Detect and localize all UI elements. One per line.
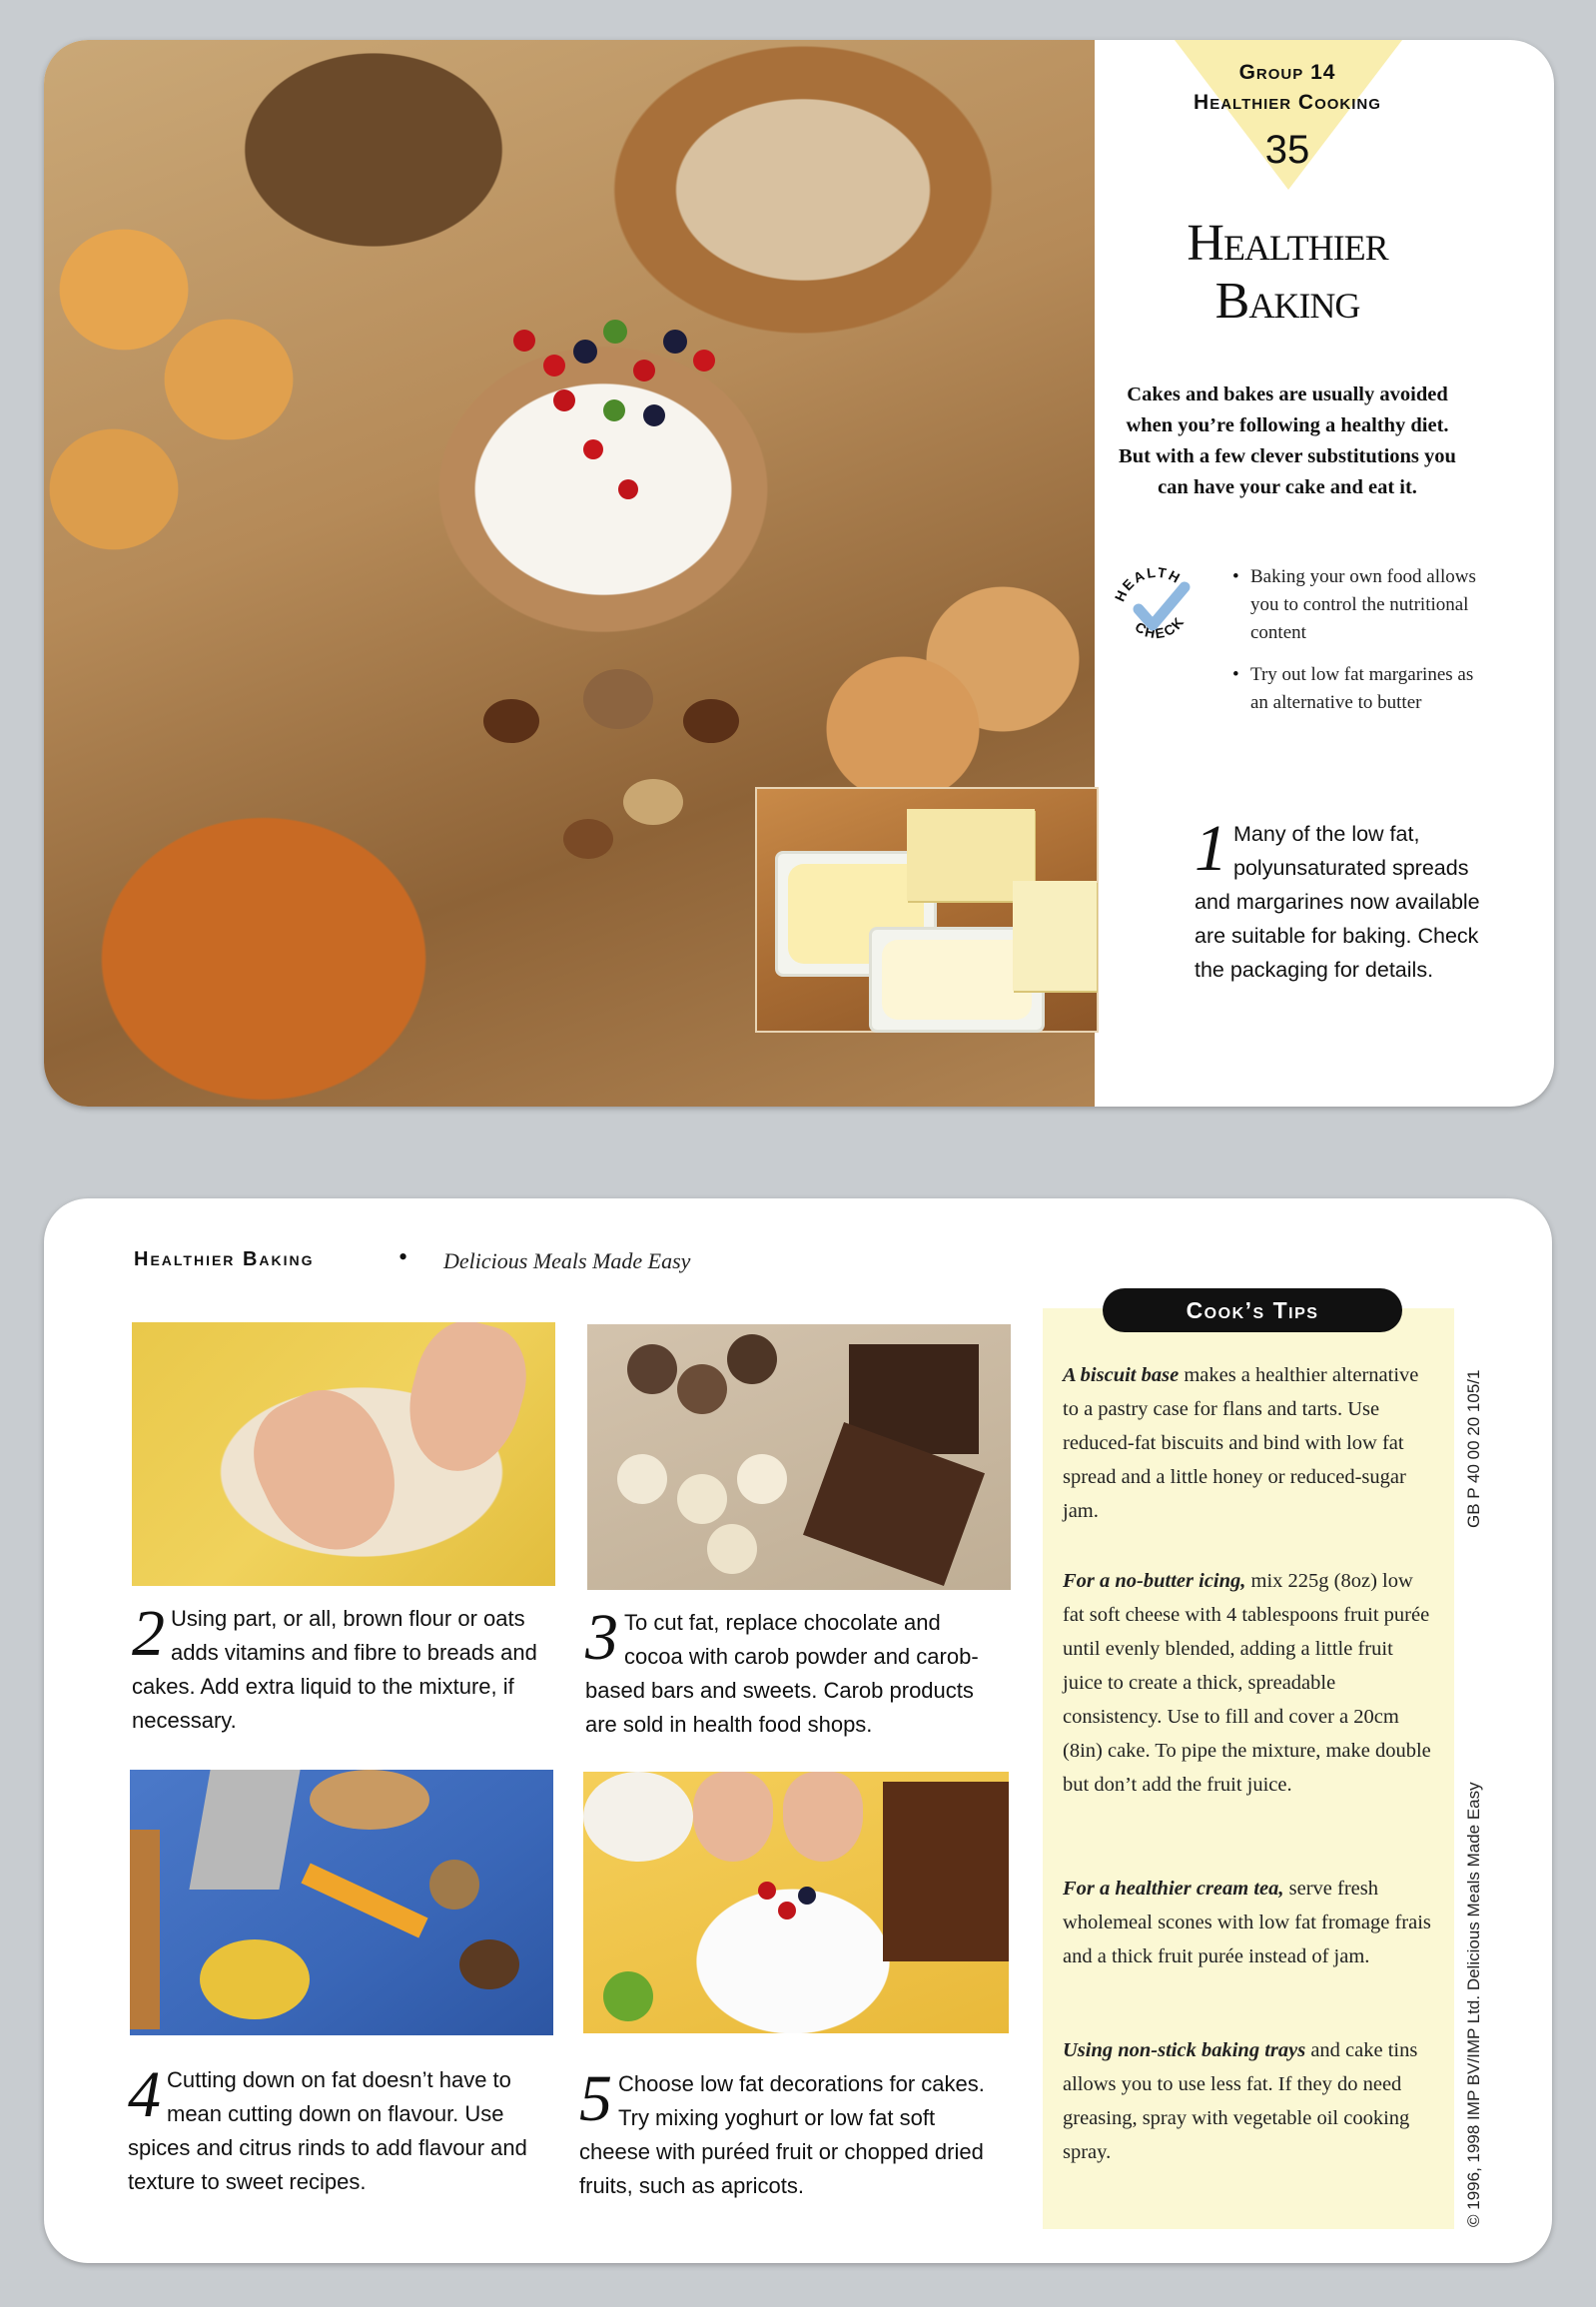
hand <box>693 1772 773 1862</box>
intro-text: Cakes and bakes are usually avoided when you’re following a healthy diet. But with a few clever substitutions you can have your cake and eat it. <box>1119 384 1456 498</box>
step-1 <box>1195 812 1494 987</box>
front-card <box>44 40 1554 1107</box>
butter-block <box>1013 881 1097 991</box>
step-text: To cut fat, replace chocolate and cocoa with carob powder and carob-based bars and sweets. Carob products are sold in health food shops. <box>585 1610 979 1737</box>
spices-photo <box>130 1770 553 2035</box>
berry <box>633 360 655 382</box>
nut <box>683 699 739 743</box>
card-title <box>1123 215 1452 331</box>
header-title: Healthier Baking <box>134 1248 315 1270</box>
step-text: Many of the low fat, polyunsaturated spreads and margarines now available are suitable for baking. Check the packaging for details. <box>1195 822 1480 982</box>
berry <box>693 350 715 372</box>
step-text: Choose low fat decorations for cakes. Try mixing yoghurt or low fat soft cheese with puréed fruit or chopped dried fruits, such as apricots. <box>579 2071 985 2198</box>
grater <box>189 1770 300 1890</box>
berry <box>573 340 597 364</box>
berry <box>663 330 687 354</box>
nut <box>563 819 613 859</box>
tip <box>1063 1564 1434 1802</box>
berry <box>583 439 603 459</box>
tip-text: serve fresh wholemeal scones with low fat fromage frais and a thick fruit purée instead of jam. <box>1063 1878 1431 1967</box>
cooks-tips-label: Cook’s Tips <box>1103 1288 1402 1332</box>
fruit-plate <box>583 1772 693 1862</box>
nut <box>459 1939 519 1989</box>
berry <box>778 1902 796 1920</box>
tip-text: mix 225g (8oz) low fat soft cheese with 4 tablespoons fruit purée until evenly blended, adding a little fruit juice to create a thick, spreadable consistency. Use to fill and cover a 20cm (8in) cake. To pipe the mixture, make double but don’t add the fruit juice. <box>1063 1570 1431 1796</box>
berry <box>603 399 625 421</box>
nut <box>429 1860 479 1910</box>
title-line: Baking <box>1214 273 1360 330</box>
step-5 <box>579 2062 999 2203</box>
orange-rind <box>301 1864 427 1938</box>
tip-text: and cake tins allows you to use less fat. If they do need greasing, spray with vegetable oil cooking spray. <box>1063 2039 1418 2163</box>
step-text: Cutting down on fat doesn’t have to mean cutting down on flavour. Use spices and citrus rinds to add flavour and texture to sweet recipes. <box>128 2067 527 2194</box>
white-button <box>677 1474 727 1524</box>
white-button <box>617 1454 667 1504</box>
dough-photo <box>132 1322 555 1586</box>
fruit-cake <box>883 1782 1009 1961</box>
step-2 <box>132 1597 551 1738</box>
carob-button <box>627 1344 677 1394</box>
step-number: 2 <box>132 1597 165 1670</box>
product-code: GB P 40 00 20 105/1 <box>1464 1369 1483 1528</box>
step-number: 4 <box>128 2058 161 2131</box>
back-card <box>44 1198 1552 2263</box>
header-separator: • <box>399 1242 408 1271</box>
copyright-notice: © 1996, 1998 IMP BV/IMP Ltd. Delicious Meals Made Easy <box>1464 1782 1483 2227</box>
step-text: Using part, or all, brown flour or oats adds vitamins and fibre to breads and cakes. Add extra liquid to the mixture, if necessary. <box>132 1606 537 1733</box>
carob-button <box>727 1334 777 1384</box>
decorated-cake-photo <box>583 1772 1009 2033</box>
berry <box>603 320 627 344</box>
berry <box>798 1887 816 1905</box>
title-line: Healthier <box>1187 215 1388 272</box>
berry <box>543 355 565 377</box>
step-4 <box>128 2058 547 2199</box>
tip-lead: A biscuit base <box>1063 1364 1180 1386</box>
nut <box>483 699 539 743</box>
carob-photo <box>587 1324 1011 1590</box>
berry <box>643 404 665 426</box>
margarine-photo <box>755 787 1099 1033</box>
seal-word-check: CHECK <box>1132 612 1189 642</box>
hand <box>394 1322 538 1484</box>
group-number: Group 14 <box>1238 61 1336 84</box>
tip <box>1063 1358 1434 1528</box>
nut <box>623 779 683 825</box>
carob-button <box>677 1364 727 1414</box>
berry <box>618 479 638 499</box>
step-number: 3 <box>585 1601 618 1674</box>
step-number: 1 <box>1195 812 1227 885</box>
tip-text: makes a healthier alternative to a pastry case for flans and tarts. Use reduced-fat biscuits and bind with low fat spread and a little honey or reduced-sugar jam. <box>1063 1364 1419 1522</box>
health-check-icon <box>1109 559 1204 655</box>
nut-bowl <box>310 1770 429 1830</box>
tip <box>1063 2033 1434 2169</box>
group-name: Healthier Cooking <box>1194 91 1381 114</box>
white-button <box>707 1524 757 1574</box>
health-check-item: • Baking your own food allows you to control the nutritional content <box>1232 563 1482 647</box>
tip <box>1063 1872 1434 1973</box>
kiwi <box>603 1971 653 2021</box>
hand <box>234 1372 418 1572</box>
health-check-item: • Try out low fat margarines as an alternative to butter <box>1232 661 1482 717</box>
white-button <box>737 1454 787 1504</box>
card-number: 35 <box>1264 128 1310 172</box>
hand <box>783 1772 863 1862</box>
tip-lead: Using non-stick baking trays <box>1063 2039 1306 2061</box>
berry <box>513 330 535 352</box>
group-label <box>1123 58 1452 118</box>
header-subtitle: Delicious Meals Made Easy <box>443 1248 691 1273</box>
berry <box>553 389 575 411</box>
tip-lead: For a no-butter icing, <box>1063 1570 1246 1592</box>
step-3 <box>585 1601 1005 1742</box>
seal-word-health: HEALTH <box>1111 563 1185 604</box>
nut <box>583 669 653 729</box>
tip-lead: For a healthier cream tea, <box>1063 1878 1284 1900</box>
spice-bowl <box>200 1939 310 2019</box>
cinnamon-stick <box>130 1830 160 2029</box>
berry <box>758 1882 776 1900</box>
step-number: 5 <box>579 2062 612 2135</box>
health-check-list <box>1232 563 1482 731</box>
